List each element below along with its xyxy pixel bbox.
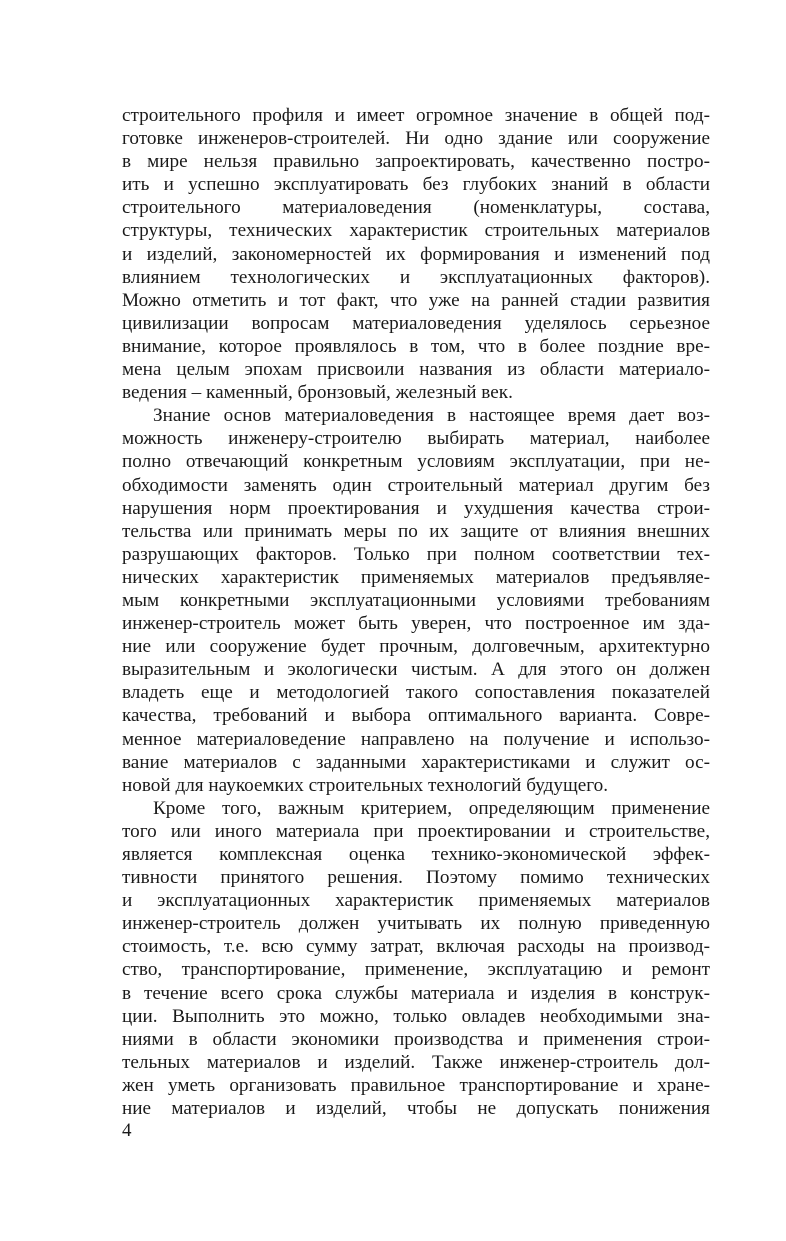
text-line: в течение всего срока службы материала и изделия в конструк- — [122, 982, 710, 1004]
text-line: и эксплуатационных характеристик применяемых материалов — [122, 890, 710, 912]
text-line: строительного профиля и имеет огромное значение в общей под- — [122, 105, 710, 126]
text-line: цивилизации вопросам материаловедения уделялось серьезное — [122, 312, 710, 334]
text-line: ведения – каменный, бронзовый, железный век. — [122, 382, 513, 404]
text-line: в мире нельзя правильно запроектировать, качественно постро- — [122, 151, 710, 173]
text-line: ние материалов и изделий, чтобы не допускать понижения — [122, 1098, 710, 1120]
text-line: нарушения норм проектирования и ухудшения качества строи- — [122, 497, 710, 519]
text-line: обходимости заменять один строительный материал другим без — [122, 474, 710, 496]
paragraph-1 — [122, 104, 710, 404]
text-line: ние или сооружение будет прочным, долговечным, архитектурно — [122, 636, 710, 658]
text-line: жен уметь организовать правильное транспортирование и хране- — [122, 1074, 710, 1096]
text-line: структуры, технических характеристик строительных материалов — [122, 220, 710, 242]
text-line: владеть еще и методологией такого сопоставления показателей — [122, 682, 710, 704]
text-line: полно отвечающий конкретным условиям эксплуатации, при не- — [122, 451, 710, 473]
text-line: влиянием технологических и эксплуатационных факторов). — [122, 266, 710, 288]
text-line: является комплексная оценка технико-экономической эффек- — [122, 844, 710, 865]
text-line: мым конкретными эксплуатационными условиями требованиям — [122, 589, 710, 611]
text-line: ниями в области экономики производства и применения строи- — [122, 1028, 710, 1050]
text-line: новой для наукоемких строительных технологий будущего. — [122, 774, 609, 796]
text-line: внимание, которое проявлялось в том, что в более поздние вре- — [122, 335, 710, 357]
text-line: ить и успешно эксплуатировать без глубоких знаний в области — [122, 174, 710, 196]
text-line: менное материаловедение направлено на получение и использо- — [122, 728, 710, 750]
text-line: вание материалов с заданными характеристиками и служит ос- — [122, 751, 710, 773]
page-body — [122, 104, 710, 1120]
text-line: качества, требований и выбора оптимального варианта. Совре- — [122, 705, 710, 727]
text-line: Знание основ материаловедения в настоящее время дает воз- — [153, 405, 710, 427]
text-line: инженер-строитель может быть уверен, что построенное им зда- — [122, 613, 710, 635]
page-number: 4 — [122, 1120, 132, 1141]
text-line: разрушающих факторов. Только при полном соответствии тех- — [122, 543, 710, 565]
text-line: Кроме того, важным критерием, определяющим применение — [153, 797, 710, 819]
paragraph-3 — [122, 797, 710, 1120]
text-line: инженер-строитель должен учитывать их полную приведенную — [122, 913, 710, 935]
text-line: ство, транспортирование, применение, эксплуатацию и ремонт — [122, 959, 710, 981]
paragraph-2 — [122, 404, 710, 797]
text-line: тельных материалов и изделий. Также инженер-строитель дол- — [122, 1051, 710, 1073]
text-line: того или иного материала при проектировании и строительстве, — [122, 820, 710, 842]
text-line: и изделий, закономерностей их формирования и изменений под — [122, 243, 710, 265]
text-line: нических характеристик применяемых материалов предъявляе- — [122, 566, 710, 588]
text-line: выразительным и экологически чистым. А для этого он должен — [122, 659, 710, 681]
text-line: стоимость, т.е. всю сумму затрат, включая расходы на производ- — [122, 936, 710, 958]
text-line: можность инженеру-строителю выбирать материал, наиболее — [122, 428, 710, 450]
text-line: мена целым эпохам присвоили названия из области материало- — [122, 359, 710, 381]
text-line: ции. Выполнить это можно, только овладев необходимыми зна- — [122, 1005, 710, 1027]
text-line: тивности принятого решения. Поэтому помимо технических — [122, 867, 710, 889]
text-line: строительного материаловедения (номенклатуры, состава, — [122, 197, 710, 219]
text-line: тельства или принимать меры по их защите от влияния внешних — [122, 520, 710, 542]
text-line: Можно отметить и тот факт, что уже на ранней стадии развития — [122, 289, 710, 311]
text-line: готовке инженеров-строителей. Ни одно здание или сооружение — [122, 128, 710, 150]
